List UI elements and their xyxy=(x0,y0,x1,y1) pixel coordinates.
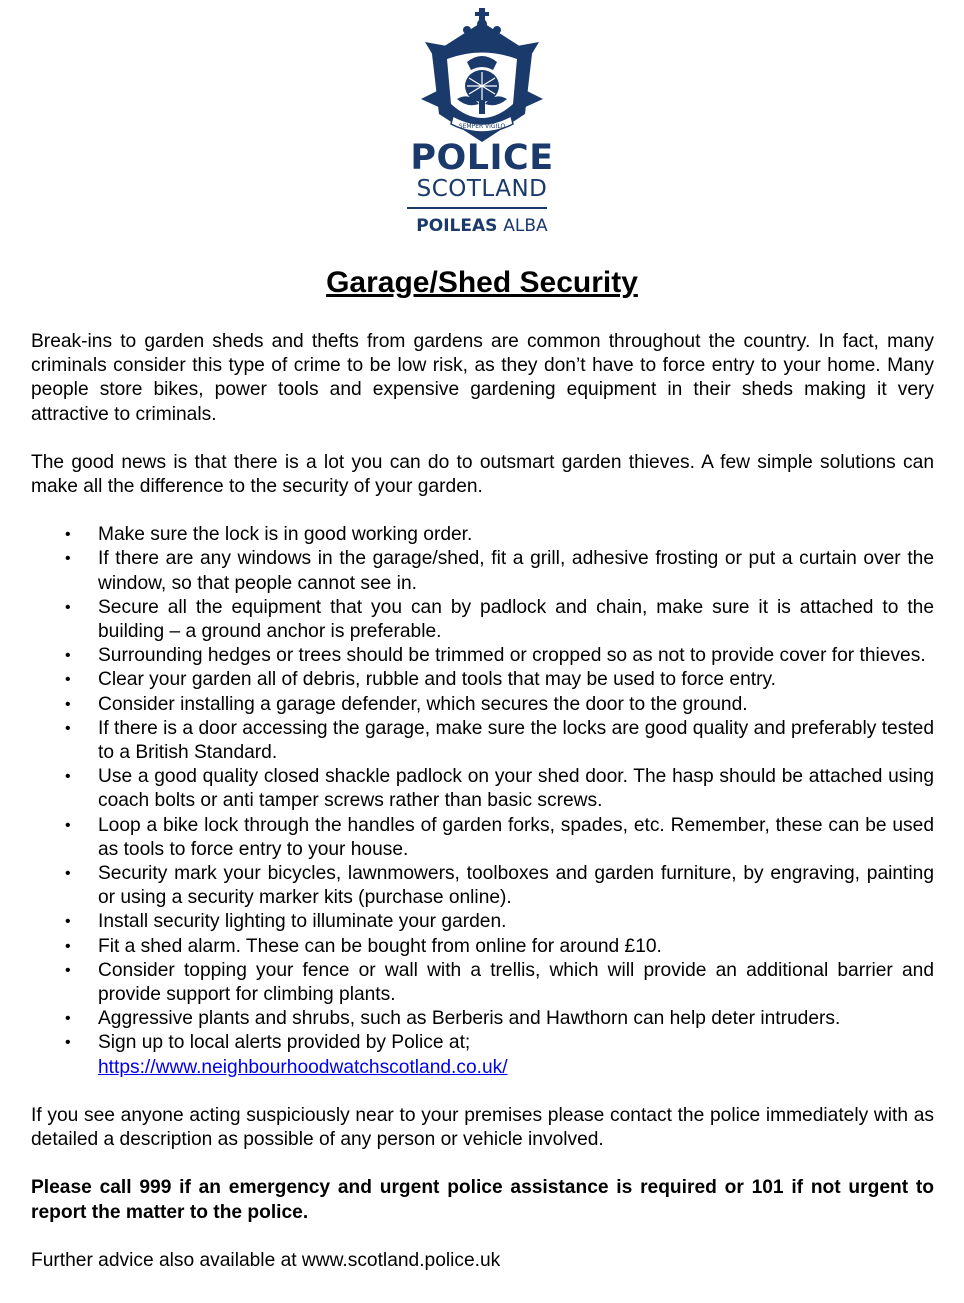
further-advice-paragraph: Further advice also available at www.scotland.police.uk xyxy=(31,1249,501,1271)
alerts-text: Sign up to local alerts provided by Police at; xyxy=(98,1032,471,1054)
tip-text: Aggressive plants and shrubs, such as Berberis and Hawthorn can help deter intruders. xyxy=(98,1008,841,1030)
tip-text: Clear your garden all of debris, rubble and tools that may be used to force entry. xyxy=(98,669,776,691)
bullet-icon: • xyxy=(65,526,71,544)
list-item-alerts xyxy=(31,1031,934,1079)
tip-text: If there is a door accessing the garage, make sure the locks are good quality and preferably tested to a British Standard. xyxy=(98,717,934,764)
tip-text: Make sure the lock is in good working order. xyxy=(98,524,473,546)
bullet-icon: • xyxy=(65,816,71,834)
list-item xyxy=(31,862,934,910)
logo-alba: ALBA xyxy=(503,216,548,236)
bullet-icon: • xyxy=(65,695,71,713)
tip-text: Secure all the equipment that you can by padlock and chain, make sure it is attached to the building – a ground anchor is preferable. xyxy=(98,596,934,643)
list-item xyxy=(31,547,934,595)
suspicious-paragraph: If you see anyone acting suspiciously near to your premises please contact the police immediately with as detailed a description as possible of any person or vehicle involved. xyxy=(31,1104,934,1151)
bullet-icon: • xyxy=(65,768,71,786)
list-item xyxy=(31,910,934,934)
list-item xyxy=(31,596,934,644)
list-item xyxy=(31,523,934,547)
tip-text: Loop a bike lock through the handles of garden forks, spades, etc. Remember, these can be used as tools to force entry to your house. xyxy=(98,814,934,860)
bullet-icon: • xyxy=(65,550,71,568)
list-item xyxy=(31,1007,934,1031)
intro-paragraph: Break-ins to garden sheds and thefts from gardens are common throughout the country. In fact, many criminals consider this type of crime to be low risk, as they don’t have to force entry to your home. Many people store bikes, power tools and expensive gardening equipment in their sheds making it very attractive to criminals. xyxy=(31,331,934,425)
document-body xyxy=(31,330,934,1273)
bullet-icon: • xyxy=(65,937,71,955)
police-crest-icon xyxy=(417,4,547,144)
bullet-icon: • xyxy=(65,598,71,616)
logo-police-text: POLICE xyxy=(410,138,554,178)
bullet-icon: • xyxy=(65,1010,71,1028)
list-item xyxy=(31,717,934,765)
logo-scotland-text: SCOTLAND xyxy=(416,176,548,202)
tips-list xyxy=(31,523,934,1080)
logo-poileas: POILEAS xyxy=(416,216,498,236)
tip-text: Use a good quality closed shackle padlock on your shed door. The hasp should be attached using coach bolts or anti tamper screws rather than basic screws. xyxy=(98,766,934,812)
bullet-icon: • xyxy=(65,913,71,931)
neighbourhood-watch-link[interactable]: https://www.neighbourhoodwatchscotland.co.uk/ xyxy=(98,1056,508,1078)
emergency-call-paragraph: Please call 999 if an emergency and urgent police assistance is required or 101 if not urgent to report the matter to the police. xyxy=(31,1177,934,1223)
bullet-icon: • xyxy=(65,671,71,689)
bullet-icon: • xyxy=(65,865,71,883)
tip-text: Security mark your bicycles, lawnmowers, toolboxes and garden furniture, by engraving, painting or using a security marker kits (purchase online). xyxy=(98,863,934,909)
police-scotland-logo xyxy=(0,4,964,144)
bullet-icon: • xyxy=(65,647,71,665)
list-item xyxy=(31,935,934,959)
list-item xyxy=(31,814,934,862)
bullet-icon: • xyxy=(65,961,71,979)
page-title: Garage/Shed Security xyxy=(326,266,638,299)
bullet-icon: • xyxy=(65,1034,71,1052)
list-item xyxy=(31,765,934,813)
list-item xyxy=(31,644,934,668)
logo-divider xyxy=(407,207,547,209)
tip-text: Consider installing a garage defender, which secures the door to the ground. xyxy=(98,693,748,715)
tip-text: Fit a shed alarm. These can be bought from online for around £10. xyxy=(98,935,662,957)
logo-gaelic-text xyxy=(0,216,964,236)
list-item xyxy=(31,668,934,692)
tip-text: Surrounding hedges or trees should be trimmed or cropped so as not to provide cover for thieves. xyxy=(98,645,926,667)
tip-text: Consider topping your fence or wall with a trellis, which will provide an additional barrier and provide support for climbing plants. xyxy=(98,959,934,1006)
list-item xyxy=(31,959,934,1007)
good-news-paragraph: The good news is that there is a lot you can do to outsmart garden thieves. A few simple solutions can make all the difference to the security of your garden. xyxy=(31,451,934,498)
list-item xyxy=(31,693,934,717)
crest-motto: SEMPER VIGILO xyxy=(458,123,506,130)
tip-text: Install security lighting to illuminate your garden. xyxy=(98,911,507,933)
bullet-icon: • xyxy=(65,719,71,737)
tip-text: If there are any windows in the garage/shed, fit a grill, adhesive frosting or put a curtain over the window, so that people cannot see in. xyxy=(98,548,934,594)
